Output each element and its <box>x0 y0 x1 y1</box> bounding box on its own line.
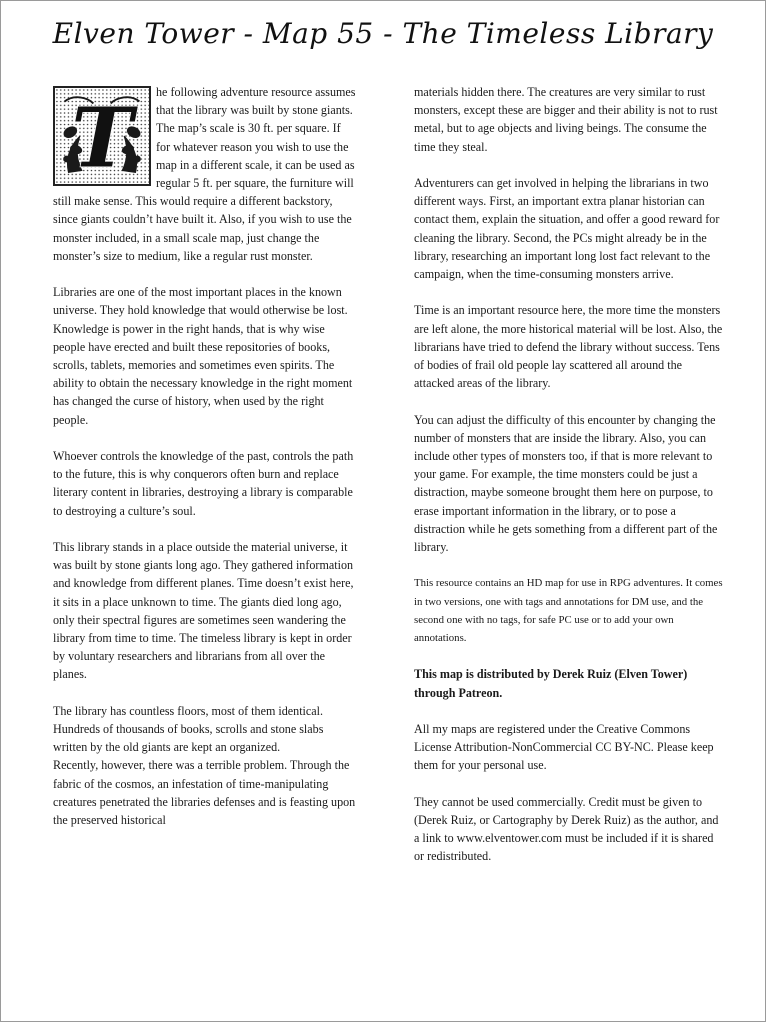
right-column <box>414 83 724 884</box>
license-paragraph: All my maps are registered under the Creative Commons License Attribution-NonCommercial CC BY-NC. Please keep them for your personal use. <box>414 722 714 773</box>
time-resource-paragraph: Time is an important resource here, the more time the monsters are left alone, the more historical material will be lost. Also, the librarians have tried to defend the library without success. Tens of bodies of frail old people lay scattered all around the attacked areas of the library. <box>414 303 723 391</box>
library-location-paragraph: This library stands in a place outside the material universe, it was built by stone giants long ago. They gathered information and knowledge from different planes. Time doesn’t exist here, it sits in a place unknown to time. The giants died long ago, only their spectral figures are sometimes seen wandering the library from time to time. The timeless library is kept in order by voluntary researchers and librarians from all over the planes. <box>53 540 354 682</box>
knowledge-paragraph: Whoever controls the knowledge of the past, controls the path to the future, this is why conquerors often burn and replace literary content in libraries, destroying a library is comparable to destroying a culture’s soul. <box>53 449 354 518</box>
dropcap-letter: T <box>71 90 133 184</box>
infestation-paragraph: Recently, however, there was a terrible problem. Through the fabric of the cosmos, an infestation of time-manipulating creatures penetrated the libraries defenses and is feasting upon the preserved historical <box>53 758 356 828</box>
resource-info-paragraph: This resource contains an HD map for use in RPG adventures. It comes in two versions, one with tags and annotations for DM use, and the second one with no tags, for safe PC use or to add your own annotations. <box>414 577 723 645</box>
left-column <box>53 83 357 847</box>
distribution-paragraph: This map is distributed by Derek Ruiz (Elven Tower) through Patreon. <box>414 667 688 700</box>
creatures-paragraph: materials hidden there. The creatures are very similar to rust monsters, except these are bigger and their ability is not to rust metal, but to age objects and living beings. The consume the time they steal. <box>414 85 718 154</box>
credit-paragraph: They cannot be used commercially. Credit must be given to (Derek Ruiz, or Cartography by Derek Ruiz) as the author, and a link to www.elventower.com must be included if it is shared or redistributed. <box>414 794 719 864</box>
intro-paragraph: he following adventure resource assumes that the library was built by stone giants. The map’s scale is 30 ft. per square. If for whatever reason you wish to use the map in a different scale, it can be used as regular 5 ft. per square, the furniture will still make sense. This would require a different backstory, since giants couldn’t have built it. Also, if you wish to use the monster included, in a small scale map, just change the monster’s size to medium, like a regular rust monster. <box>53 85 356 263</box>
difficulty-paragraph: You can adjust the difficulty of this encounter by changing the number of monsters that are inside the library. Also, you can include other types of monsters too, if that is more relevant to your game. For example, the time monsters could be just a distraction, maybe someone brought them here on purpose, to erase important information in the library, or to pose a distraction while he gets something from a different part of the library. <box>414 412 718 555</box>
page-title: Elven Tower - Map 55 - The Timeless Library <box>52 17 714 50</box>
libraries-paragraph: Libraries are one of the most important places in the known universe. They hold knowledge that would otherwise be lost. Knowledge is power in the right hands, that is why wise people have erected and built these repositories of books, scrolls, tablets, memories and sometimes even spirits. The ability to obtain the necessary knowledge in the right moment has changed the curse of history, when used by the right people. <box>53 285 353 427</box>
library-floors-paragraph: The library has countless floors, most of them identical. Hundreds of thousands of books, scrolls and stone slabs written by the old giants are kept an organized. <box>53 703 324 755</box>
ornamental-dropcap-icon <box>53 86 151 186</box>
adventure-hooks-paragraph: Adventurers can get involved in helping the librarians in two different ways. First, an important extra planar historian can contact them, explain the situation, and offer a good reward for cleaning the library. Second, the PCs might already be in the library, researching an important long lost fact relevant to the campaign, when the time-consuming monsters arrive. <box>414 176 720 282</box>
